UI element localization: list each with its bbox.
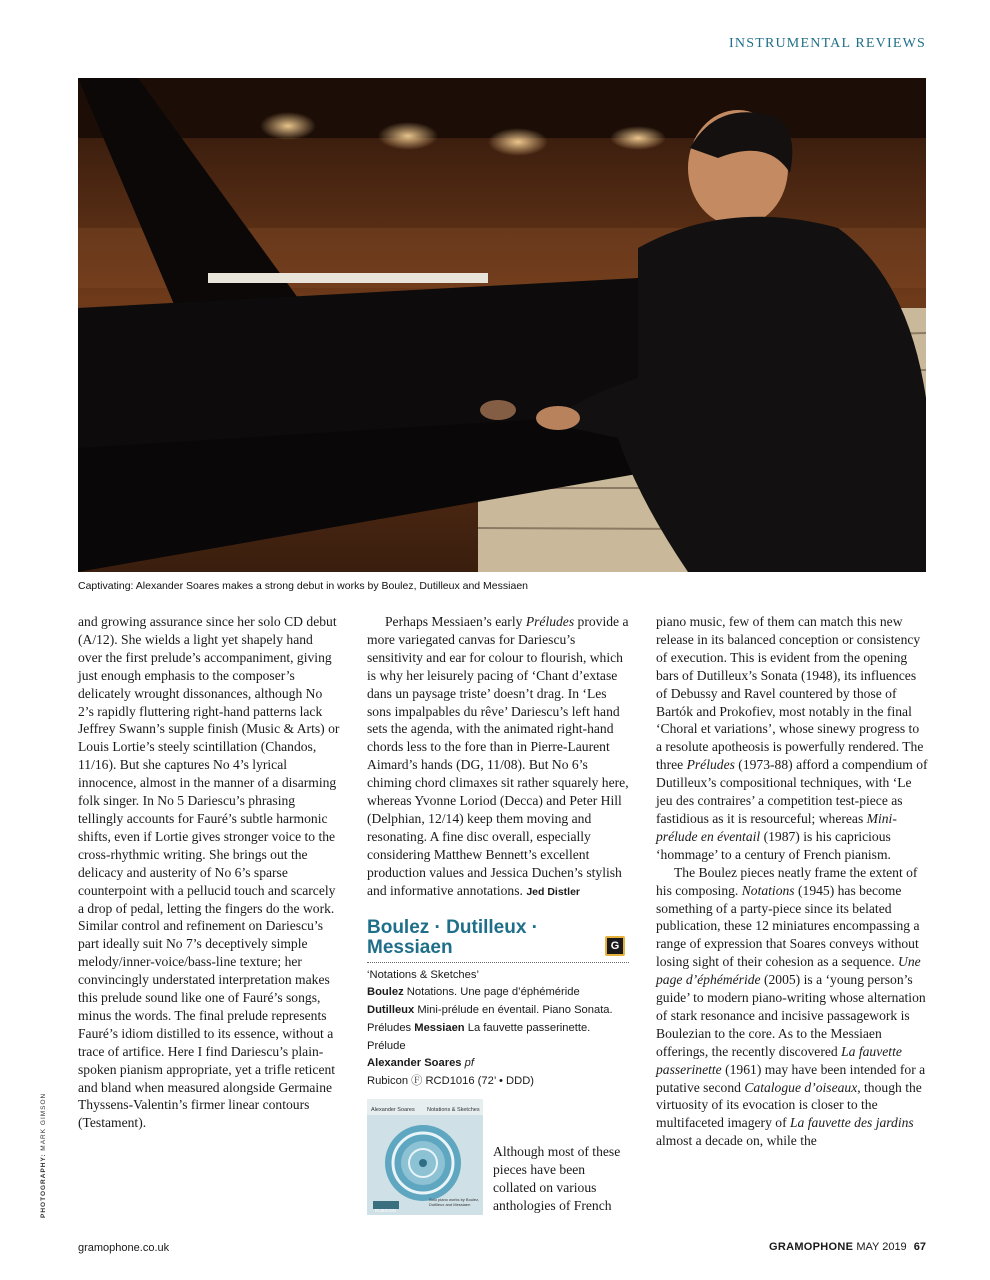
issue-date: MAY 2019 xyxy=(856,1241,907,1253)
section-label: INSTRUMENTAL REVIEWS xyxy=(729,36,926,51)
page-number: 67 xyxy=(913,1241,926,1253)
column-1 xyxy=(78,613,340,1132)
label-catalogue: Rubicon Ⓕ RCD1016 (72’ • DDD) xyxy=(367,1075,535,1088)
album-cover xyxy=(367,1099,483,1215)
footer-website[interactable]: gramophone.co.uk xyxy=(78,1242,170,1254)
works-list: Boulez Notations. Une page d’éphéméride Dutilleux Mini-prélude en éventail. Piano Sonata. Préludes Messiaen La fauvette passerinette. Prélude xyxy=(367,986,613,1052)
pianist-photo xyxy=(78,78,926,572)
cover-title: Notations & Sketches xyxy=(427,1107,480,1114)
review-heading: Boulez · Dutilleux · Messiaen G xyxy=(367,918,629,963)
review-opening: Although most of these pieces have been collated on various anthologies of French xyxy=(493,1144,621,1213)
byline: Jed Distler xyxy=(526,885,581,898)
review-header-info xyxy=(367,967,629,1092)
gramophone-choice-badge: G xyxy=(605,936,625,956)
cover-artist: Alexander Soares xyxy=(371,1107,415,1114)
footer-folio xyxy=(769,1241,926,1253)
cover-subtitle: Solo piano works by Boulez, Dutilleux and Messiaen xyxy=(429,1197,480,1208)
paragraph: piano music, few of them can match this new release in its balanced conception or consistency of execution. This is evident from the opening bars of Dutilleux’s Sonata (1948), its influences of Debussy and Ravel countered by those of Bartók and Prokofiev, most notably in the final ‘Choral et variations’, whose sinewy progress to a resolute apotheosis is powerfully rendered. The three Préludes (1973-88) afford a compendium of Dutilleux’s compositional techniques, with ‘Le jeu des contraires’ a competition test-piece as fastidious as it is resourceful; whereas Mini-prélude en éventail (1987) is his capricious ‘hommage’ to a century of French pianism. xyxy=(656,614,928,862)
paragraph: The Boulez pieces neatly frame the extent of his composing. Notations (1945) has become something of a party-piece since its belated publication, these 12 miniatures encompassing a range of expression that Soares conveys without losing sight of their cohesion as a sequence. Une page d’éphéméride (2005) is a ‘young person’s guide’ to modern piano-writing whose alternation of stark resonance and incisive passagework is Boulezian to the core. As to the Messiaen offerings, the recently discovered La fauvette passerinette (1961) may have been intended for a putative second Catalogue d’oiseaux, though the virtuosity of its evocation is closer to the multifaceted imagery of La fauvette des jardins almost a decade on, while the xyxy=(656,864,926,1149)
magazine-name: GRAMOPHONE xyxy=(768,1241,854,1253)
photo-caption: Captivating: Alexander Soares makes a strong debut in works by Boulez, Dutilleux and Messiaen xyxy=(78,580,528,592)
photo-credit: PHOTOGRAPHY: MARK GIMSON xyxy=(40,1092,47,1218)
column-3 xyxy=(656,613,928,1150)
paragraph: and growing assurance since her solo CD debut (A/12). She wields a light yet shapely hand over the first prelude’s accompaniment, giving just enough emphasis to the composer’s delicately wrought dissonances, although No 2’s rapidly fluttering right-hand patterns lack Jeffrey Swann’s supple finish (Music & Arts) or Louis Lortie’s steely scintillation (Chandos, 11/16). But she captures No 4’s lyrical innocence, almost in the manner of a disarming folk singer. In No 5 Dariescu’s phrasing tellingly accounts for Fauré’s subtle harmonic shifts, even if Lortie gives stronger voice to the cross-rhythmic writing. She brings out the delicacy and austerity of No 6’s sparse counterpoint with a pellucid touch and scarcely a drop of pedal, letting the fingers do the work. Similar control and refinement on Dariescu’s part ideally suit No 7’s deceptively simple melody/inner-voice/bass-line texture; her convincingly understated interpretation makes this prelude sound like one of Fauré’s songs, minus the words. The final prelude represents Fauré’s idiom distilled to its essence, without a trace of artifice. Here I find Dariescu’s plain-spoken pianism appropriate, yet a trifle reticent and bland when measured alongside Germaine Thyssens-Valentin’s firmer linear contours (Testament). xyxy=(78,614,340,1131)
album-title: ‘Notations & Sketches’ xyxy=(367,968,479,981)
performer: Alexander Soares pf xyxy=(367,1057,474,1070)
cover-label: RUBICON xyxy=(375,1208,396,1214)
column-2 xyxy=(367,613,629,1215)
paragraph: Perhaps Messiaen’s early Préludes provide a more variegated canvas for Dariescu’s sensitivity and ear for colour to flourish, which is why her leisurely pacing of ‘Chant d’extase dans un paysage triste’ doesn’t drag. In ‘Les sons impalpables du rêve’ Dariescu’s left hand sets the agenda, with the animated right-hand chords less to the fore than in Pierre-Laurent Aimard’s hands (DG, 11/08). But No 6’s chiming chord climaxes sit rather squarely here, whereas Yvonne Loriod (Decca) and Peter Hill (Delphian, 12/14) keep them moving and resonating. A fine disc overall, especially considering Matthew Bennett’s excellent production values and Jessica Duchen’s stylish and informative annotations. Jed Distler xyxy=(367,614,629,898)
